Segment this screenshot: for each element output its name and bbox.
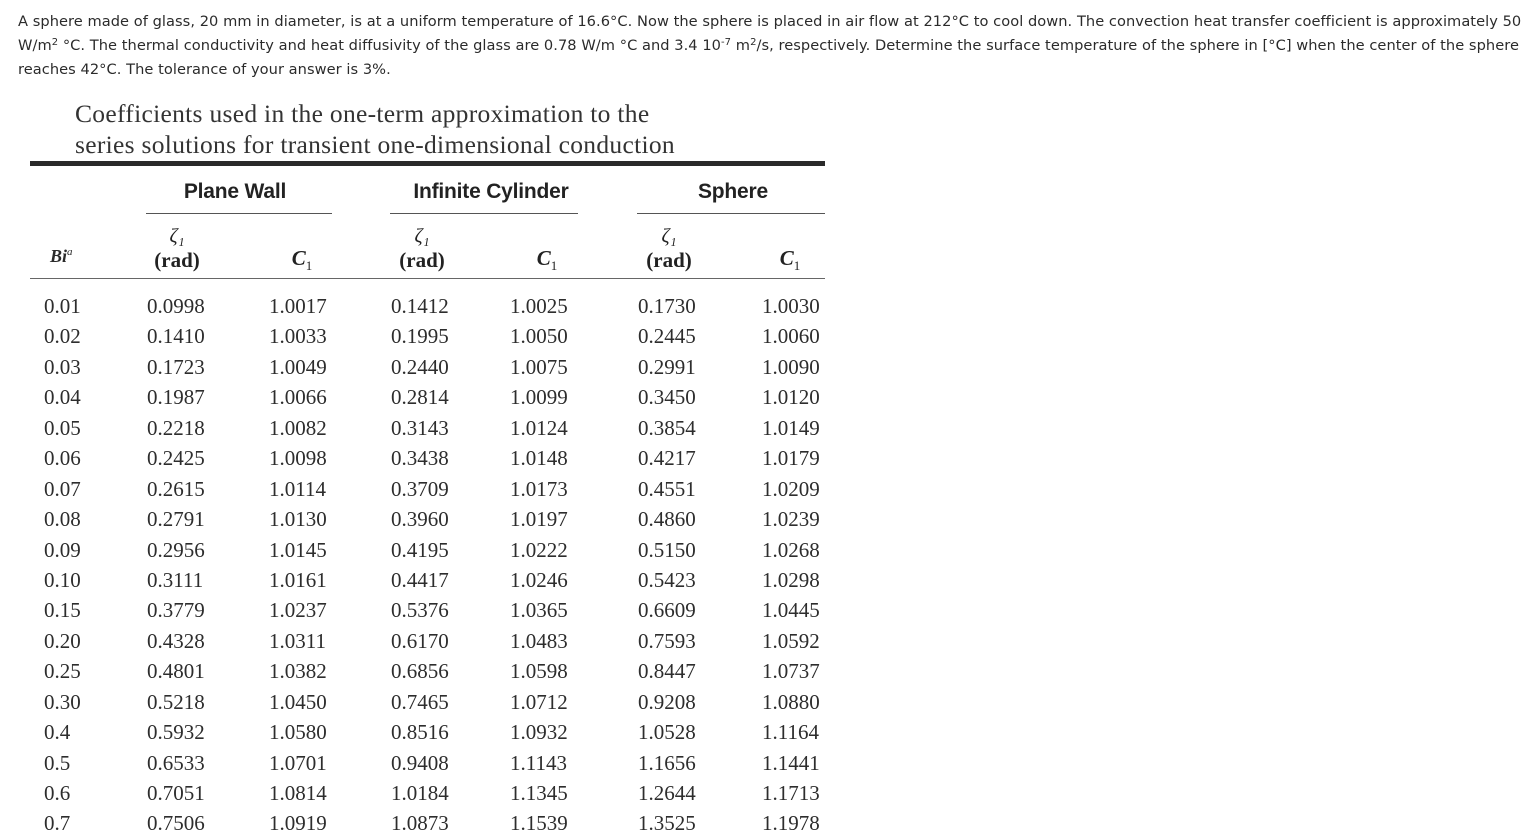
plane-wall-zeta-cell: 0.4801 <box>147 659 205 684</box>
bi-value-cell: 0.20 <box>44 628 81 653</box>
plane-wall-c1-cell: 1.0814 <box>269 781 327 805</box>
table-row <box>30 413 825 443</box>
sphere-c1-cell: 1.0179 <box>762 446 820 471</box>
table-row <box>30 565 825 595</box>
plane-wall-c1-cell: 1.0130 <box>269 507 327 532</box>
cylinder-zeta-cell: 0.7465 <box>391 689 449 714</box>
bi-value-cell: 0.05 <box>44 415 81 440</box>
plane-wall-c1-cell: 1.0049 <box>269 354 327 379</box>
plane-wall-zeta-cell: 0.3779 <box>147 598 205 623</box>
bi-value-cell: 0.5 <box>44 750 71 775</box>
table-row <box>30 717 825 747</box>
bi-value-cell: 0.02 <box>44 324 81 349</box>
bi-value-cell: 0.30 <box>44 689 81 714</box>
bi-value-cell: 0.10 <box>44 567 81 592</box>
bi-value-cell: 0.25 <box>44 659 81 684</box>
sphere-c1-cell: 1.0149 <box>762 415 820 440</box>
sphere-zeta-cell: 0.7593 <box>638 628 696 653</box>
group-header-sphere: Sphere <box>698 180 768 203</box>
table-row <box>30 626 825 656</box>
sphere-zeta-cell: 0.2991 <box>638 354 696 379</box>
sphere-zeta-cell: 0.4551 <box>638 476 696 501</box>
table-row <box>30 321 825 351</box>
cylinder-c1-cell: 1.0148 <box>510 446 568 471</box>
cylinder-c1-cell: 1.1539 <box>510 811 568 836</box>
cylinder-zeta-cell: 0.5376 <box>391 598 449 623</box>
sphere-c1-cell: 1.0592 <box>762 628 820 653</box>
table-body <box>30 291 825 839</box>
bi-value-cell: 0.6 <box>44 781 71 805</box>
cylinder-zeta-cell: 1.0873 <box>391 811 449 836</box>
bi-value-cell: 0.15 <box>44 598 81 623</box>
plane-wall-c1-cell: 1.0033 <box>269 324 327 349</box>
plane-wall-c1-cell: 1.0450 <box>269 689 327 714</box>
plane-wall-c1-header: $C_1$ <box>291 246 313 274</box>
cylinder-c1-header: $C_1$ <box>536 246 558 274</box>
cylinder-c1-cell: 1.1143 <box>510 750 567 775</box>
cylinder-c1-cell: 1.0598 <box>510 659 568 684</box>
cylinder-zeta-cell: 0.3960 <box>391 507 449 532</box>
cylinder-zeta-cell: 0.9408 <box>391 750 449 775</box>
cylinder-c1-cell: 1.0050 <box>510 324 568 349</box>
sphere-zeta-cell: 0.2445 <box>638 324 696 349</box>
sphere-zeta-cell: 1.3525 <box>638 811 696 836</box>
plane-wall-zeta-cell: 0.3111 <box>147 567 204 592</box>
sphere-c1-cell: 1.0209 <box>762 476 820 501</box>
cylinder-c1-cell: 1.0025 <box>510 294 568 318</box>
sphere-c1-cell: 1.1441 <box>762 750 820 775</box>
bi-column-header: Bi$^a$ <box>50 246 73 266</box>
sphere-c1-header: $C_1$ <box>779 246 801 274</box>
table-row <box>30 352 825 382</box>
sphere-zeta-cell: 0.3854 <box>638 415 696 440</box>
sphere-zeta-cell: 1.1656 <box>638 750 696 775</box>
sphere-c1-cell: 1.0445 <box>762 598 820 623</box>
sphere-zeta-cell: 0.6609 <box>638 598 696 623</box>
plane-wall-zeta-cell: 0.4328 <box>147 628 205 653</box>
group-rule-infinite-cylinder <box>390 213 578 214</box>
table-row <box>30 748 825 778</box>
sphere-zeta-cell: 0.5423 <box>638 567 696 592</box>
plane-wall-c1-cell: 1.0161 <box>269 567 327 592</box>
cylinder-c1-cell: 1.0197 <box>510 507 568 532</box>
cylinder-c1-cell: 1.0124 <box>510 415 568 440</box>
plane-wall-c1-cell: 1.0382 <box>269 659 327 684</box>
sphere-zeta-cell: 1.2644 <box>638 781 696 805</box>
cylinder-zeta-cell: 0.6170 <box>391 628 449 653</box>
coefficient-table-figure <box>30 98 826 836</box>
plane-wall-zeta-cell: 0.1723 <box>147 354 205 379</box>
table-caption-line-2: series solutions for transient one-dimensional conduction <box>75 130 675 159</box>
cylinder-c1-cell: 1.0075 <box>510 354 568 379</box>
group-header-plane-wall: Plane Wall <box>183 180 287 203</box>
bi-value-cell: 0.06 <box>44 446 81 471</box>
sphere-zeta-cell: 0.4217 <box>638 446 696 471</box>
table-row <box>30 687 825 717</box>
cylinder-c1-cell: 1.1345 <box>510 781 568 805</box>
plane-wall-c1-cell: 1.0145 <box>269 537 327 562</box>
group-rule-plane-wall <box>146 213 332 214</box>
cylinder-c1-cell: 1.0932 <box>510 720 568 745</box>
sphere-c1-cell: 1.1978 <box>762 811 820 836</box>
cylinder-zeta-cell: 0.4195 <box>391 537 449 562</box>
sphere-c1-cell: 1.0120 <box>762 385 820 410</box>
bi-value-cell: 0.4 <box>44 720 71 745</box>
cylinder-zeta-cell: 0.2814 <box>391 385 449 410</box>
sphere-zeta-cell: 0.8447 <box>638 659 696 684</box>
table-top-rule <box>30 161 825 166</box>
plane-wall-zeta-cell: 0.6533 <box>147 750 205 775</box>
table-caption <box>75 98 675 160</box>
cylinder-c1-cell: 1.0246 <box>510 567 568 592</box>
header-bottom-rule <box>30 278 825 279</box>
bi-value-cell: 0.08 <box>44 507 81 532</box>
plane-wall-zeta-cell: 0.2956 <box>147 537 205 562</box>
bi-value-cell: 0.09 <box>44 537 81 562</box>
table-row <box>30 656 825 686</box>
plane-wall-zeta-cell: 0.7506 <box>147 811 205 836</box>
plane-wall-c1-cell: 1.0237 <box>269 598 327 623</box>
cylinder-zeta-cell: 0.2440 <box>391 354 449 379</box>
cylinder-zeta-cell: 0.3143 <box>391 415 449 440</box>
sphere-c1-cell: 1.0298 <box>762 567 820 592</box>
cylinder-c1-cell: 1.0483 <box>510 628 568 653</box>
cylinder-c1-cell: 1.0222 <box>510 537 568 562</box>
table-row <box>30 595 825 625</box>
sphere-zeta-cell: 0.4860 <box>638 507 696 532</box>
sphere-c1-cell: 1.0060 <box>762 324 820 349</box>
plane-wall-zeta-cell: 0.5218 <box>147 689 205 714</box>
cylinder-c1-cell: 1.0173 <box>510 476 568 501</box>
cylinder-zeta-cell: 0.1412 <box>391 294 449 318</box>
sphere-zeta-header: ζ₁ (rad) <box>646 225 692 272</box>
plane-wall-zeta-header: ζ₁ (rad) <box>154 225 200 272</box>
bi-value-cell: 0.01 <box>44 294 81 318</box>
sphere-zeta-cell: 0.1730 <box>638 294 696 318</box>
plane-wall-c1-cell: 1.0066 <box>269 385 327 410</box>
table-caption-line-1: Coefficients used in the one-term approximation to the <box>75 99 650 128</box>
cylinder-zeta-cell: 0.1995 <box>391 324 449 349</box>
cylinder-zeta-cell: 0.3438 <box>391 446 449 471</box>
sphere-c1-cell: 1.0880 <box>762 689 820 714</box>
table-row <box>30 778 825 808</box>
bi-value-cell: 0.04 <box>44 385 81 410</box>
plane-wall-zeta-cell: 0.2791 <box>147 507 205 532</box>
cylinder-c1-cell: 1.0099 <box>510 385 568 410</box>
bi-value-cell: 0.07 <box>44 476 81 501</box>
sphere-c1-cell: 1.0239 <box>762 507 820 532</box>
cylinder-zeta-cell: 0.8516 <box>391 720 449 745</box>
table-row <box>30 808 825 838</box>
table-row <box>30 504 825 534</box>
cylinder-zeta-cell: 0.6856 <box>391 659 449 684</box>
question-text: A sphere made of glass, 20 mm in diameter, is at a uniform temperature of 16.6°C. Now the sphere is placed in air flow at 212°C to cool down. The convection heat transfer coefficient is approximately 50 $W/m^2$ °C. The thermal conductivity and heat diffusivity of the glass are 0.78 W/m °C and 3.4 $10^{-7}$ $m^2/s$, respectively. Determine the surface temperature of the sphere in [°C] when the center of the sphere reaches 42°C. The tolerance of your answer is 3%. <box>18 13 1522 78</box>
sphere-zeta-cell: 0.3450 <box>638 385 696 410</box>
sphere-zeta-cell: 0.5150 <box>638 537 696 562</box>
plane-wall-zeta-cell: 0.2425 <box>147 446 205 471</box>
plane-wall-zeta-cell: 0.2615 <box>147 476 205 501</box>
plane-wall-c1-cell: 1.0017 <box>269 294 327 318</box>
plane-wall-zeta-cell: 0.2218 <box>147 415 205 440</box>
group-header-infinite-cylinder: Infinite Cylinder <box>413 180 569 203</box>
bi-value-cell: 0.03 <box>44 354 81 379</box>
sphere-zeta-cell: 1.0528 <box>638 720 696 745</box>
plane-wall-zeta-cell: 0.1410 <box>147 324 205 349</box>
sphere-c1-cell: 1.0030 <box>762 294 820 318</box>
sphere-c1-cell: 1.1164 <box>762 720 819 745</box>
bi-value-cell: 0.7 <box>44 811 71 836</box>
table-row <box>30 443 825 473</box>
sphere-c1-cell: 1.0268 <box>762 537 820 562</box>
cylinder-zeta-header: ζ₁ (rad) <box>399 225 445 272</box>
sphere-zeta-cell: 0.9208 <box>638 689 696 714</box>
cylinder-c1-cell: 1.0712 <box>510 689 568 714</box>
plane-wall-c1-cell: 1.0701 <box>269 750 327 775</box>
cylinder-c1-cell: 1.0365 <box>510 598 568 623</box>
plane-wall-c1-cell: 1.0098 <box>269 446 327 471</box>
plane-wall-c1-cell: 1.0114 <box>269 476 326 501</box>
group-rule-sphere <box>637 213 825 214</box>
plane-wall-zeta-cell: 0.7051 <box>147 781 205 805</box>
cylinder-zeta-cell: 1.0184 <box>391 781 449 805</box>
plane-wall-zeta-cell: 0.1987 <box>147 385 205 410</box>
plane-wall-zeta-cell: 0.5932 <box>147 720 205 745</box>
table-row <box>30 474 825 504</box>
plane-wall-c1-cell: 1.0082 <box>269 415 327 440</box>
table-row <box>30 291 825 321</box>
cylinder-zeta-cell: 0.4417 <box>391 567 449 592</box>
cylinder-zeta-cell: 0.3709 <box>391 476 449 501</box>
table-row <box>30 382 825 412</box>
sphere-c1-cell: 1.0737 <box>762 659 820 684</box>
plane-wall-c1-cell: 1.0311 <box>269 628 326 653</box>
plane-wall-zeta-cell: 0.0998 <box>147 294 205 318</box>
sphere-c1-cell: 1.0090 <box>762 354 820 379</box>
plane-wall-c1-cell: 1.0580 <box>269 720 327 745</box>
plane-wall-c1-cell: 1.0919 <box>269 811 327 836</box>
sphere-c1-cell: 1.1713 <box>762 781 820 805</box>
table-row <box>30 535 825 565</box>
